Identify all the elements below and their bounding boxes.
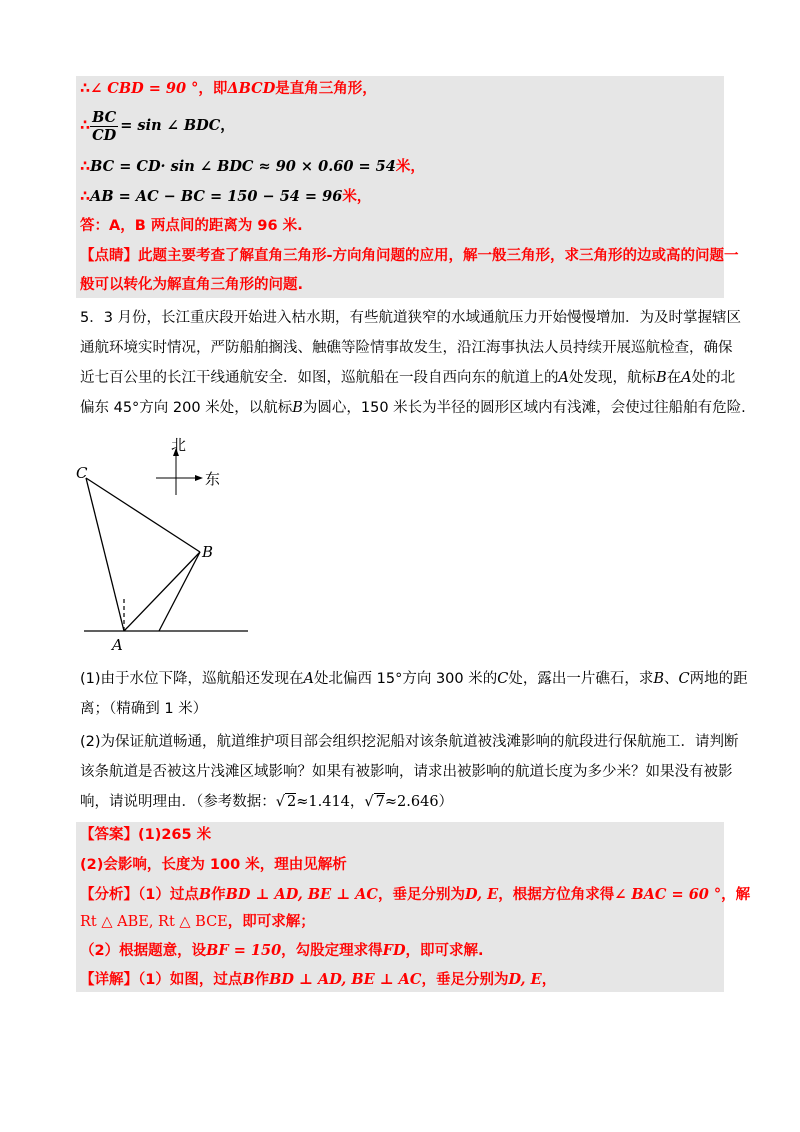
segment-ab xyxy=(124,552,200,631)
answer-line-1: 【答案】(1)265 米 xyxy=(80,827,212,843)
compass-north-label: 北 xyxy=(171,436,187,454)
analysis-line-2: Rt △ ABE, Rt △ BCE，即可求解； xyxy=(80,914,315,930)
geometry-figure xyxy=(60,430,270,660)
solution-answer: 答：A，B 两点间的距离为 96 米. xyxy=(80,218,303,234)
compass-east-label: 东 xyxy=(205,470,221,488)
comment-line-1: 【点睛】此题主要考查了解直角三角形-方向角问题的应用，解一般三角形，求三角形的边或高的问题一 xyxy=(80,248,739,264)
label-b: B xyxy=(202,543,214,561)
question-2-line-2: 该条航道是否被这片浅滩区域影响？如果有被影响，请求出被影响的航道长度为多少米？如果没有被影 xyxy=(80,764,733,780)
question-1-line-1: (1)由于水位下降，巡航船还发现在A处北偏西 15°方向 300 米的C处，露出一片礁石，求B、C两地的距 xyxy=(80,671,748,687)
problem-line-4: 偏东 45°方向 200 米处，以航标B为圆心，150 米长为半径的圆形区域内有浅滩，会使过往船舶有危险. xyxy=(80,400,746,416)
answer-highlight xyxy=(76,822,724,992)
solution-line-4: ∴AB = AC − BC = 150 − 54 = 96米， xyxy=(80,188,372,205)
question-2-line-3: 响，请说明理由．（参考数据：√ 2≈1.414，√ 7≈2.646） xyxy=(80,794,454,810)
analysis-line-3: （2）根据题意，设BF = 150，勾股定理求得FD，即可求解. xyxy=(80,942,484,959)
comment-line-2: 般可以转化为解直角三角形的问题. xyxy=(80,277,304,293)
problem-line-1: 5．3 月份，长江重庆段开始进入枯水期，有些航道狭窄的水域通航压力开始慢慢增加．为及时掌握辖区 xyxy=(80,310,742,326)
segment-bf xyxy=(159,552,200,631)
detail-line-1: 【详解】（1）如图，过点B作BD ⊥ AD, BE ⊥ AC，垂足分别为D, E， xyxy=(80,971,557,988)
compass-east-arrow xyxy=(195,475,203,481)
problem-line-2: 通航环境实时情况，严防船舶搁浅、触礁等险情事故发生，沿江海事执法人员持续开展巡航检查，确保 xyxy=(80,340,733,356)
solution-line-2: ∴ $\frac{BC}{CD}$ = sin ∠ BDC， xyxy=(80,108,235,144)
label-c: C xyxy=(76,464,88,482)
question-1-line-2: 离；（精确到 1 米） xyxy=(80,701,208,717)
analysis-line-1: 【分析】（1）过点B作BD ⊥ AD, BE ⊥ AC，垂足分别为D, E，根据方位角求得∠ BAC = 60 °，解 xyxy=(80,886,751,903)
solution-line-3: ∴BC = CD· sin ∠ BDC ≈ 90 × 0.60 = 54米， xyxy=(80,158,425,175)
label-a: A xyxy=(112,636,123,654)
problem-line-3: 近七百公里的长江干线通航安全．如图，巡航船在一段自西向东的航道上的A处发现，航标B在A处的北 xyxy=(80,370,736,386)
segment-ac xyxy=(86,478,124,631)
fraction-bc-cd: $\frac{BC}{CD}$ xyxy=(92,108,117,144)
question-2-line-1: (2)为保证航道畅通，航道维护项目部会组织挖泥船对该条航道被浅滩影响的航段进行保航施工．请判断 xyxy=(80,734,739,750)
solution-line-1: ∴∠ CBD = 90 °，即ΔBCD是直角三角形， xyxy=(80,80,377,97)
segment-cb xyxy=(86,478,200,552)
answer-line-2: (2)会影响，长度为 100 米，理由见解析 xyxy=(80,857,347,873)
